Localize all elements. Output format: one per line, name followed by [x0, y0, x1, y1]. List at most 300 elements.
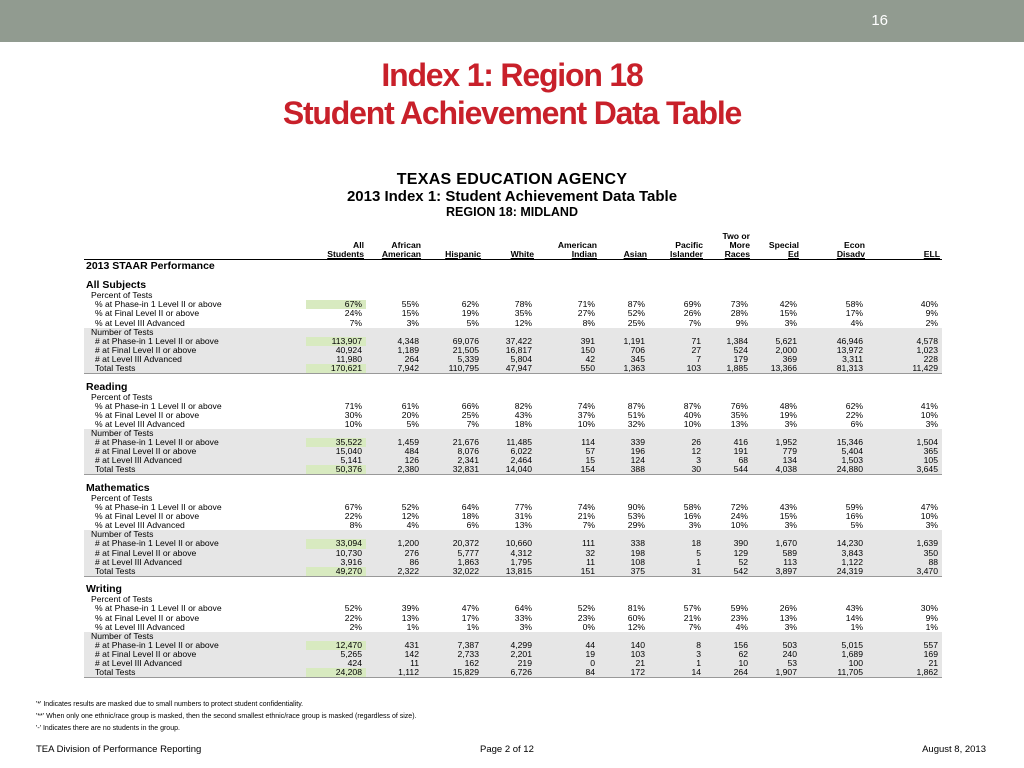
row-label: Total Tests: [84, 567, 306, 577]
table-cell: 113,907: [306, 337, 366, 346]
table-row: [84, 337, 942, 346]
table-cell: 14%: [845, 613, 863, 623]
table-cell: 4%: [735, 622, 748, 632]
table-cell: 14,040: [483, 465, 536, 475]
table-cell: 1%: [850, 622, 863, 632]
table-cell: 11,485: [483, 438, 536, 447]
table-cell: 3%: [519, 622, 532, 632]
table-cell: 43%: [514, 410, 532, 420]
table-cell: 431: [366, 641, 423, 650]
table-cell: 134: [752, 456, 801, 465]
column-header: [423, 241, 483, 250]
table-cell: 2%: [925, 318, 938, 328]
table-cell: 1,503: [801, 456, 867, 465]
table-cell: 37,422: [483, 337, 536, 346]
group-label: Number of Tests: [84, 328, 942, 337]
column-header-text: Two or: [722, 232, 750, 241]
row-label: # at Phase-in 1 Level II or above: [84, 438, 306, 447]
table-cell: 345: [599, 355, 649, 364]
table-cell: 7%: [349, 318, 362, 328]
table-cell: 8%: [349, 521, 362, 531]
table-cell: 52%: [627, 309, 645, 319]
table-row: [84, 465, 942, 475]
table-cell: 424: [306, 659, 366, 668]
table-cell: 0%: [582, 622, 595, 632]
table-cell: 23%: [730, 613, 748, 623]
section-heading: Writing: [86, 583, 122, 596]
table-cell: 52%: [344, 604, 362, 614]
table-cell: 2,201: [483, 650, 536, 659]
table-cell: 78%: [514, 300, 532, 310]
table-notes: [36, 699, 416, 735]
table-cell: 228: [867, 355, 942, 364]
table-cell: 2,000: [752, 346, 801, 355]
table-cell: 7: [649, 355, 705, 364]
section-spacer: [84, 374, 942, 381]
table-cell: 12%: [401, 512, 419, 522]
table-cell: 3%: [925, 419, 938, 429]
column-header-text: Ed: [788, 250, 799, 260]
table-cell: 1,200: [366, 539, 423, 548]
table-row: [84, 503, 942, 512]
table-cell: 339: [599, 438, 649, 447]
note-masked: '*' Indicates results are masked due to small numbers to protect student confidentiality.: [36, 701, 304, 708]
table-cell: 24,208: [306, 668, 366, 678]
header-blank: [84, 250, 306, 260]
column-header-text: Races: [724, 250, 750, 260]
table-row: [84, 447, 942, 456]
group-label: Percent of Tests: [91, 595, 153, 605]
group-label-row: [84, 328, 942, 337]
table-cell: 12%: [514, 318, 532, 328]
table-row: [84, 438, 942, 447]
table-row: [84, 558, 942, 567]
table-cell: 13%: [730, 419, 748, 429]
column-header: [483, 241, 536, 250]
table-cell: 154: [536, 465, 599, 475]
table-cell: 5,339: [423, 355, 483, 364]
table-cell: 375: [599, 567, 649, 577]
column-header-text: Econ: [843, 241, 865, 251]
table-cell: 21: [599, 659, 649, 668]
section-heading: Reading: [86, 380, 128, 393]
table-row: [84, 319, 942, 328]
table-cell: 219: [483, 659, 536, 668]
table-cell: 5,777: [423, 549, 483, 558]
column-header: [483, 232, 536, 241]
table-cell: 62%: [461, 300, 479, 310]
column-header-row: [84, 250, 942, 260]
table-cell: 10%: [920, 410, 938, 420]
table-cell: 10,730: [306, 549, 366, 558]
row-label: % at Level III Advanced: [95, 521, 185, 531]
table-cell: 5,015: [801, 641, 867, 650]
table-cell: 6%: [466, 521, 479, 531]
table-cell: 62: [705, 650, 752, 659]
table-cell: 40%: [920, 300, 938, 310]
table-cell: 1,862: [867, 668, 942, 678]
section-spacer: [84, 475, 942, 482]
section-heading-row: [84, 381, 942, 393]
group-label: Percent of Tests: [91, 392, 153, 402]
table-cell: 3,311: [801, 355, 867, 364]
row-label: % at Level III Advanced: [95, 419, 185, 429]
table-row: [84, 549, 942, 558]
student-achievement-table: [84, 232, 942, 678]
table-cell: 0: [536, 659, 599, 668]
column-header: [867, 232, 942, 241]
column-header: [599, 232, 649, 241]
table-cell: 338: [599, 539, 649, 548]
table-cell: 10%: [920, 512, 938, 522]
table-cell: 1,191: [599, 337, 649, 346]
table-cell: 3: [649, 650, 705, 659]
column-header-text: Disadv: [836, 250, 865, 260]
table-cell: 3,645: [867, 465, 942, 475]
table-cell: 113: [752, 558, 801, 567]
table-cell: 111: [536, 539, 599, 548]
table-cell: 53: [752, 659, 801, 668]
column-header: [599, 241, 649, 250]
table-cell: 1: [649, 659, 705, 668]
table-cell: 542: [705, 567, 752, 577]
slide-title-line-2: Student Achievement Data Table: [282, 95, 742, 131]
row-label: % at Phase-in 1 Level II or above: [95, 401, 222, 411]
table-cell: 35%: [514, 309, 532, 319]
row-label: # at Final Level II or above: [84, 650, 306, 659]
column-header-text: Special: [768, 241, 799, 251]
table-cell: 706: [599, 346, 649, 355]
column-header: [306, 232, 366, 241]
row-label: # at Phase-in 1 Level II or above: [84, 337, 306, 346]
table-cell: 1,023: [867, 346, 942, 355]
table-cell: 1%: [925, 622, 938, 632]
table-cell: 41%: [920, 401, 938, 411]
performance-row: [84, 260, 942, 273]
table-row: [84, 411, 942, 420]
column-header: [752, 232, 801, 241]
table-cell: 44: [536, 641, 599, 650]
column-header: [867, 241, 942, 250]
table-cell: 1,363: [599, 364, 649, 374]
table-cell: 4%: [406, 521, 419, 531]
column-header-row: [84, 232, 942, 241]
table-cell: 550: [536, 364, 599, 374]
table-cell: 15%: [401, 309, 419, 319]
table-cell: 24%: [730, 512, 748, 522]
group-label: Percent of Tests: [91, 291, 153, 301]
table-cell: 37%: [577, 410, 595, 420]
table-cell: 90%: [627, 503, 645, 513]
table-cell: 3,897: [752, 567, 801, 577]
table-cell: 5,404: [801, 447, 867, 456]
table-row: [84, 641, 942, 650]
table-cell: 503: [752, 641, 801, 650]
table-cell: 7%: [688, 318, 701, 328]
table-cell: 5,804: [483, 355, 536, 364]
table-cell: 81%: [627, 604, 645, 614]
table-cell: 3: [649, 456, 705, 465]
table-cell: 67%: [344, 503, 362, 513]
table-cell: 1,907: [752, 668, 801, 678]
header-blank: [84, 241, 306, 250]
table-cell: 4,312: [483, 549, 536, 558]
table-cell: 524: [705, 346, 752, 355]
table-cell: 9%: [735, 318, 748, 328]
table-cell: 15%: [779, 512, 797, 522]
table-cell: 32,022: [423, 567, 483, 577]
table-cell: 114: [536, 438, 599, 447]
table-cell: 17%: [845, 309, 863, 319]
table-cell: 1,885: [705, 364, 752, 374]
table-cell: 5,141: [306, 456, 366, 465]
column-header: [366, 241, 423, 250]
column-header: [649, 232, 705, 241]
column-header: [705, 241, 752, 250]
table-cell: 52%: [577, 604, 595, 614]
table-cell: 31: [649, 567, 705, 577]
table-row: [84, 456, 942, 465]
table-cell: 22%: [344, 613, 362, 623]
table-cell: 103: [599, 650, 649, 659]
table-row: [84, 614, 942, 623]
row-label: Total Tests: [84, 364, 306, 374]
table-cell: 12: [649, 447, 705, 456]
table-cell: 6%: [850, 419, 863, 429]
column-header-row: [84, 241, 942, 250]
table-cell: 5%: [466, 318, 479, 328]
table-cell: 77%: [514, 503, 532, 513]
group-label-row: [84, 530, 942, 539]
table-row: [84, 512, 942, 521]
table-cell: 28%: [730, 309, 748, 319]
table-cell: 7%: [688, 622, 701, 632]
row-label: % at Level III Advanced: [95, 622, 185, 632]
table-cell: 52: [705, 558, 752, 567]
table-cell: 19%: [779, 410, 797, 420]
table-cell: 142: [366, 650, 423, 659]
table-cell: 73%: [730, 300, 748, 310]
table-cell: 169: [867, 650, 942, 659]
table-cell: 87%: [683, 401, 701, 411]
column-header-text: All: [353, 241, 364, 251]
table-cell: 59%: [730, 604, 748, 614]
footer-division: TEA Division of Performance Reporting: [36, 744, 202, 755]
row-label: # at Final Level II or above: [84, 447, 306, 456]
table-cell: 2%: [349, 622, 362, 632]
row-label: % at Final Level II or above: [95, 613, 200, 623]
table-cell: 8%: [582, 318, 595, 328]
table-cell: 1,689: [801, 650, 867, 659]
row-label: % at Phase-in 1 Level II or above: [95, 300, 222, 310]
table-cell: 21,505: [423, 346, 483, 355]
table-cell: 18: [649, 539, 705, 548]
row-label: Total Tests: [84, 668, 306, 678]
table-cell: 779: [752, 447, 801, 456]
table-cell: 3,470: [867, 567, 942, 577]
table-cell: 544: [705, 465, 752, 475]
table-cell: 43%: [779, 503, 797, 513]
table-cell: 1,863: [423, 558, 483, 567]
table-cell: 67%: [306, 300, 366, 309]
column-header-text: African: [391, 241, 421, 251]
table-cell: 1,952: [752, 438, 801, 447]
table-cell: 8,076: [423, 447, 483, 456]
table-cell: 17%: [461, 613, 479, 623]
table-row: [84, 355, 942, 364]
column-header: [752, 241, 801, 250]
table-cell: 13,366: [752, 364, 801, 374]
table-cell: 3%: [406, 318, 419, 328]
table-cell: 240: [752, 650, 801, 659]
table-cell: 3%: [784, 318, 797, 328]
row-label: Total Tests: [84, 465, 306, 475]
column-header-text: ELL: [923, 250, 940, 260]
table-cell: 3%: [784, 622, 797, 632]
column-header-text: Asian: [623, 250, 647, 260]
table-cell: 66%: [461, 401, 479, 411]
table-cell: 5%: [850, 521, 863, 531]
table-cell: 47%: [461, 604, 479, 614]
table-cell: 416: [705, 438, 752, 447]
table-cell: 14,230: [801, 539, 867, 548]
table-cell: 16%: [683, 512, 701, 522]
row-label: % at Final Level II or above: [95, 309, 200, 319]
table-cell: 11: [366, 659, 423, 668]
table-cell: 76%: [730, 401, 748, 411]
table-cell: 5%: [406, 419, 419, 429]
table-cell: 4,348: [366, 337, 423, 346]
table-row: [84, 420, 942, 429]
table-cell: 172: [599, 668, 649, 678]
column-header-text: Islander: [670, 250, 703, 260]
table-cell: 388: [599, 465, 649, 475]
table-cell: 1,795: [483, 558, 536, 567]
table-cell: 5,265: [306, 650, 366, 659]
table-cell: 27: [649, 346, 705, 355]
table-row: [84, 623, 942, 632]
table-cell: 58%: [845, 300, 863, 310]
table-cell: 59%: [845, 503, 863, 513]
group-label: Number of Tests: [84, 632, 942, 641]
section-heading: All Subjects: [86, 279, 147, 292]
table-cell: 71: [649, 337, 705, 346]
table-cell: 57%: [683, 604, 701, 614]
table-cell: 484: [366, 447, 423, 456]
table-cell: 53%: [627, 512, 645, 522]
table-cell: 33,094: [306, 539, 366, 548]
table-cell: 196: [599, 447, 649, 456]
table-cell: 18%: [514, 419, 532, 429]
row-label: # at Final Level II or above: [84, 549, 306, 558]
spacer-cell: [84, 576, 942, 583]
row-label: # at Phase-in 1 Level II or above: [84, 539, 306, 548]
table-cell: 24%: [344, 309, 362, 319]
table-cell: 32%: [627, 419, 645, 429]
table-row: [84, 668, 942, 678]
column-header: [483, 250, 536, 260]
table-row: [84, 364, 942, 374]
table-cell: 11,980: [306, 355, 366, 364]
column-header-text: Students: [327, 250, 364, 260]
table-cell: 25%: [461, 410, 479, 420]
table-cell: 1%: [466, 622, 479, 632]
table-cell: 48%: [779, 401, 797, 411]
section-heading-row: [84, 279, 942, 291]
table-cell: 69,076: [423, 337, 483, 346]
table-cell: 33%: [514, 613, 532, 623]
spacer-cell: [84, 374, 942, 381]
table-row: [84, 300, 942, 309]
group-label-row: [84, 393, 942, 402]
table-cell: 51%: [627, 410, 645, 420]
table-cell: 1,112: [366, 668, 423, 678]
table-cell: 162: [423, 659, 483, 668]
table-cell: 13,815: [483, 567, 536, 577]
table-cell: 11,705: [801, 668, 867, 678]
table-cell: 126: [366, 456, 423, 465]
table-cell: 1,189: [366, 346, 423, 355]
table-cell: 61%: [401, 401, 419, 411]
table-cell: 8: [649, 641, 705, 650]
table-cell: 2,380: [366, 465, 423, 475]
group-label-row: [84, 595, 942, 604]
table-cell: 16%: [845, 512, 863, 522]
table-cell: 16,817: [483, 346, 536, 355]
table-cell: 1%: [406, 622, 419, 632]
column-header: [649, 241, 705, 250]
column-header: [306, 241, 366, 250]
table-cell: 23%: [577, 613, 595, 623]
group-label-row: [84, 632, 942, 641]
table-cell: 39%: [401, 604, 419, 614]
table-cell: 103: [649, 364, 705, 374]
table-cell: 264: [366, 355, 423, 364]
table-cell: 2,322: [366, 567, 423, 577]
table-cell: 1,459: [366, 438, 423, 447]
table-cell: 156: [705, 641, 752, 650]
table-cell: 32,831: [423, 465, 483, 475]
row-label: # at Phase-in 1 Level II or above: [84, 641, 306, 650]
row-label: % at Phase-in 1 Level II or above: [95, 503, 222, 513]
table-cell: 68: [705, 456, 752, 465]
table-cell: 2,341: [423, 456, 483, 465]
slide-title-line-1: Index 1: Region 18: [381, 57, 643, 93]
table-cell: 74%: [577, 503, 595, 513]
header-blank: [84, 232, 306, 241]
table-cell: 5: [649, 549, 705, 558]
region-heading: REGION 18: MIDLAND: [446, 205, 578, 219]
table-cell: 557: [867, 641, 942, 650]
column-header: [599, 250, 649, 260]
table-cell: 64%: [514, 604, 532, 614]
note-second-masked: '**' When only one ethnic/race group is masked, then the second smallest ethnic/race group is masked (regardless of size).: [36, 713, 417, 720]
table-cell: 13%: [779, 613, 797, 623]
table-row: [84, 650, 942, 659]
table-cell: 30%: [920, 604, 938, 614]
table-cell: 64%: [461, 503, 479, 513]
table-cell: 369: [752, 355, 801, 364]
table-cell: 60%: [627, 613, 645, 623]
table-cell: 2,464: [483, 456, 536, 465]
table-cell: 72%: [730, 503, 748, 513]
row-label: # at Final Level II or above: [84, 346, 306, 355]
table-cell: 47,947: [483, 364, 536, 374]
table-cell: 55%: [401, 300, 419, 310]
table-cell: 170,621: [306, 364, 366, 374]
table-cell: 2,733: [423, 650, 483, 659]
table-cell: 26%: [779, 604, 797, 614]
